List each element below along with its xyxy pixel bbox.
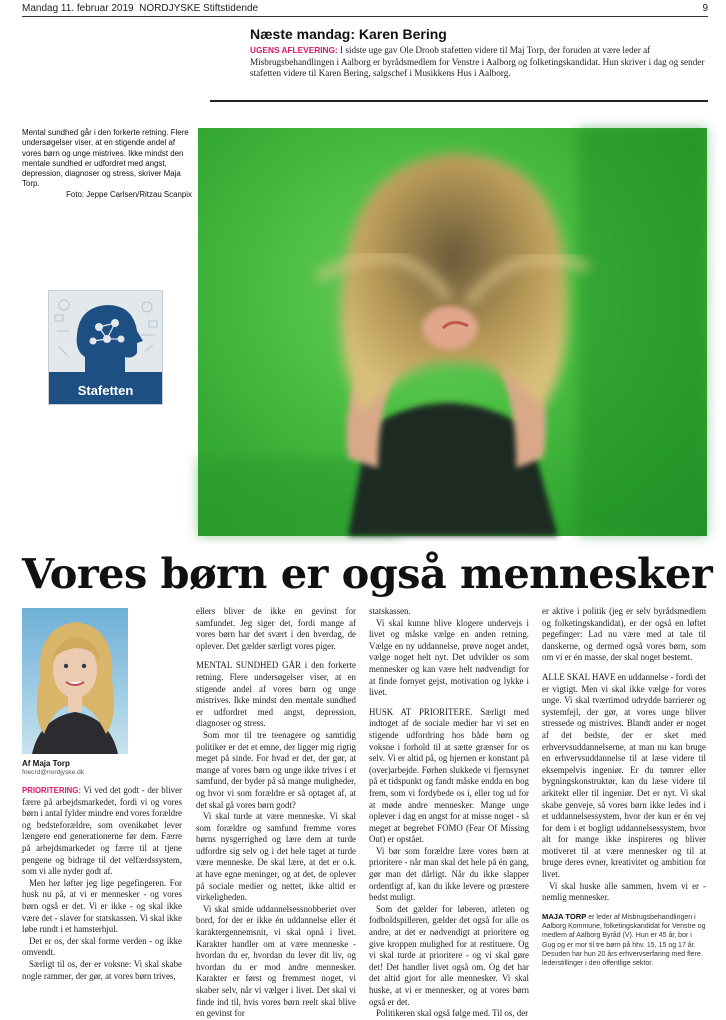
next-monday-text: I sidste uge gav Ole Droob stafetten videre til Maj Torp, der foruden at være leder af Misbrugsbehandlingen i Aalborg er byrådsmedlem for Venstre i Aalborg og folketingskandidat. Hun skriver i dag og sender stafetten videre til Karen Bering, salgschef i Musikkens Hus i Aalborg. <box>250 45 705 79</box>
paragraph: Men her løfter jeg lige pegefingeren. For husk nu på, at vi er mennesker - og vores børn også er det. Vi er ikke - og skal ikke være det - slaver for statskassen. Vi skal ikke løbe rundt i et hamsterhjul. <box>22 877 182 935</box>
paragraph-text: Vi ved det godt - der bliver færre på arbejdsmarkedet, fordi vi og vores børn i antal fylder mindre end vores forældre og bedsteforældre, som ovenikøbet lever længere end generationerne før dem. Færre på arbejdsmarkedet og færre til at tjene pengene og bidrage til det velfærdssystem, som vi alle nyder godt af. <box>22 785 183 877</box>
paragraph: ALLE SKAL HAVE en uddannelse - fordi det er vigtigt. Men vi skal ikke vælge for vores unge. Vi skal tværtimod udrydde barrierer og systemfejl, der gør, at vores unge bliver stressede og mistrives. Blandt ander er noget af det bedste, der er sket med erhvervsuddannelserne, at man nu kan bruge en erhvervsuddannelse til at læse videre til eksempelvis ingeniør. Er du tømrer eller bygningskonstruktør, kan du læse videre til arkitekt eller til ingeniør. Det er nyt. Vi skal skabe genveje, så vores børn ikke ledes ind i et uddannelsessystem, hvor der kun er én vej for dem i et bogligt uddannelsessystem, hvor alt for mange ikke inspireres og bliver motiveret til at være mennesker og til at bruge deres evner, kreativitet og ambition for livet. <box>542 671 706 880</box>
author-bio <box>542 912 706 969</box>
bio-text: er leder af Misbrugsbehandlingen i Aalborg Kommune, folketingskandidat for Venstre og medlem af Aalborg Byråd (V). Hun er 45 år, bor i Gug og er mor til tre børn på hhv. 15, 15 og 17 år. Desuden har hun 20 års erhvervserfaring med flere lederstillinger i den offentlige sektor. <box>542 913 706 968</box>
paragraph: Særligt til os, der er voksne: Vi skal skabe nogle rammer, der gør, at vores børn trives, <box>22 958 182 981</box>
paragraph: Vi skal turde at være menneske. Vi skal som forældre og samfund fremme vores børns nysgerrighed og lære dem at turde udfordre sig selv og i det hele taget at turde være menneske. De skal lære, at det er o.k. at have egne meninger, og at det, de oplever på sociale medier og nettet, ikke altid er virkeligheden. <box>196 811 356 903</box>
paragraph: Vi bør som forældre lære vores børn at prioritere - når man skal det hele på én gang, gør man det dårligt. Når du ikke slapper ordentligt af, kan du ikke levere og præstere bedst muligt. <box>369 845 529 903</box>
author-email: fnecrd@nordjyske.dk <box>22 769 85 776</box>
paragraph: statskassen. <box>369 606 411 616</box>
article-headline: Vores børn er også mennesker <box>22 549 713 598</box>
section-rule <box>210 100 708 102</box>
next-monday-box <box>250 26 710 80</box>
page-number: 9 <box>702 3 708 14</box>
paragraph: HUSK AT PRIORITERE. Særligt med indtoget af de sociale medier har vi set en stigende udfordring hos både børn og voksne i forhold til at sætte grænser for os selv. Vi er altid på, og hjernen er konstant på (over)arbejde. Førhen slukkede vi fjernsynet på et tidspunkt og fandt måske endda en bog frem, som vi fordybede os i, eller tog ud for at møde andre mennesker. Mange unge oplever i dag en angst for at misse noget - så meget at begrebet FOMO (Fear Of Missing Out) er opstået. <box>369 706 529 845</box>
header-rule <box>22 16 708 17</box>
paragraph <box>22 785 182 878</box>
photo-caption <box>22 128 192 200</box>
photo-credit: Foto: Jeppe Carlsen/Ritzau Scanpix <box>66 189 192 199</box>
article-column-3 <box>369 606 529 1019</box>
paragraph: MENTAL SUNDHED GÅR i den forkerte retning. Flere undersøgelser viser, at en stigende andel af vores børn og unge mistrives. Ikke mindst den mentale sundhed er udfordret med angst, depression, diagnoser og stress. <box>196 660 356 729</box>
paragraph: Vi skal smide uddannelsessnobberiet over bord, for der er ikke én uddannelse eller ét karaktergennemsnit, vi skal opnå i livet. Karakter handler om at være menneske - hvordan du er, hvordan du lever dit liv, og hvordan du er mod andre mennesker. Karakter er først og fremmest noget, vi skaber selv, når vi vælger i livet. Det skal vi finde ind til, hvis vores børn reelt skal blive en gevinst for <box>196 903 356 1019</box>
paragraph: Politikeren skal også følge med. Til os, der <box>376 1008 529 1019</box>
main-photo <box>198 128 707 536</box>
paragraph: er aktive i politik (jeg er selv byrådsmedlem og folketingskandidat), er der også en løftet pegefinger: Lad nu være med at tale til danskerne, og dermed også vores børn, som om vi er én masse, der skal noget bestemt. <box>542 606 706 663</box>
header-date-paper <box>22 3 258 14</box>
page-header <box>22 3 708 17</box>
paragraph: ellers bliver de ikke en gevinst for samfundet. Jeg siger det, fordi mange af vores børn har det svært i den hverdag, de oplever. Det gælder særligt vores piger. <box>196 606 356 651</box>
logo-label: Stafetten <box>77 383 134 398</box>
author-portrait-illustration <box>22 608 128 754</box>
next-monday-title: Næste mandag: Karen Bering <box>250 26 447 42</box>
article-column-4 <box>542 606 706 968</box>
bio-name: MAJA TORP <box>542 911 587 921</box>
stafetten-logo <box>48 290 163 405</box>
author-photo <box>22 608 128 754</box>
girl-covering-face-illustration <box>198 128 707 536</box>
paragraph: Vi skal kunne blive klogere undervejs i livet og måske vælge en anden retning. Vælge en ny uddannelse, prøve noget andet, vælge noget helt nyt. Det udvikler os som mennesker og kan være helt nødvendigt for at finde fornyet gejst, motivation og lykke i livet. <box>369 617 529 698</box>
article-column-1 <box>22 785 183 981</box>
next-monday-body <box>250 45 710 80</box>
header-paper: NORDJYSKE Stiftstidende <box>139 3 259 14</box>
paragraph-kicker: PRIORITERING: <box>22 786 81 795</box>
photo-caption-text: Mental sundhed går i den forkerte retning. Flere undersøgelser viser, at en stigende andel af vores børn og unge mistrives. Ikke mindst den mentale sundhed er udfordret med angst, depression, diagnoser og stress, skriver Maja Torp. <box>22 128 189 189</box>
paragraph: Som det gælder for løberen, atleten og fodboldspilleren, gælder det også for alle os andre, at det er nødvendigt at prioritere og give kroppen mulighed for at restituere. Og vi skal turde at prioritere - og vi skal gøre det! Det handler livet også om. Og det har det altid gjort for alle mennesker. Vi skal huske, at vi er mennesker, og at vores børn også er det. <box>369 903 529 1007</box>
header-date: Mandag 11. februar 2019 <box>22 3 134 14</box>
next-monday-kicker: UGENS AFLEVERING: <box>250 45 338 55</box>
author-byline: Af Maja Torp <box>22 759 70 768</box>
paragraph: Det er os, der skal forme verden - og ikke omvendt. <box>22 935 182 958</box>
paragraph: Vi skal huske alle sammen, hvem vi er - nemlig mennesker. <box>542 880 706 903</box>
head-network-icon <box>49 291 164 375</box>
paragraph: Som mor til tre teenagere og samtidig politiker er det et emne, der ligger mig rigtig meget på sinde. For hvad er det, der gør, at mange af vores børn og unge ikke trives i et samfund, der byder på så mange muligheder, og hvor vi som forældre er så optaget af, at det skal gå vores børn godt? <box>196 729 356 810</box>
article-column-2 <box>196 606 356 1019</box>
